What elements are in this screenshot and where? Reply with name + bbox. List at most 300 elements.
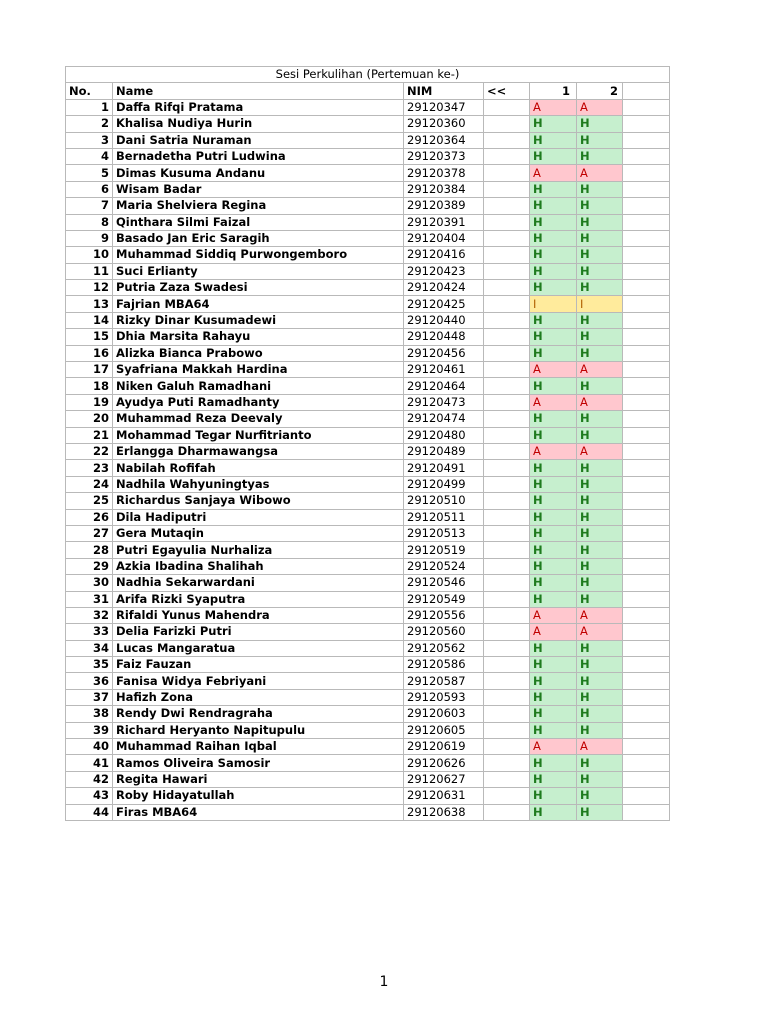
student-name: Nabilah Rofifah (113, 460, 404, 476)
student-name: Dimas Kusuma Andanu (113, 165, 404, 181)
empty-cell (623, 181, 670, 197)
session-1-attendance: H (530, 378, 577, 394)
row-number: 36 (66, 673, 113, 689)
student-name: Khalisa Nudiya Hurin (113, 116, 404, 132)
session-1-attendance: H (530, 722, 577, 738)
prev-cell (484, 804, 530, 820)
table-row (66, 525, 670, 541)
table-row (66, 345, 670, 361)
student-nim: 29120424 (404, 280, 484, 296)
empty-cell (623, 116, 670, 132)
empty-cell (623, 312, 670, 328)
session-2-attendance: H (577, 722, 623, 738)
student-nim: 29120560 (404, 624, 484, 640)
session-1-attendance: H (530, 148, 577, 164)
row-number: 6 (66, 181, 113, 197)
student-name: Qinthara Silmi Faizal (113, 214, 404, 230)
student-name: Nadhia Sekarwardani (113, 575, 404, 591)
empty-cell (623, 411, 670, 427)
empty-cell (623, 198, 670, 214)
session-2-attendance: A (577, 607, 623, 623)
student-nim: 29120448 (404, 329, 484, 345)
empty-cell (623, 378, 670, 394)
row-number: 39 (66, 722, 113, 738)
prev-cell (484, 755, 530, 771)
student-nim: 29120619 (404, 739, 484, 755)
session-1-attendance: H (530, 706, 577, 722)
table-row (66, 558, 670, 574)
prev-cell (484, 345, 530, 361)
row-number: 32 (66, 607, 113, 623)
student-nim: 29120480 (404, 427, 484, 443)
session-1-attendance: H (530, 230, 577, 246)
student-name: Wisam Badar (113, 181, 404, 197)
row-number: 34 (66, 640, 113, 656)
session-1-attendance: H (530, 771, 577, 787)
prev-cell (484, 542, 530, 558)
page-number: 1 (379, 974, 389, 990)
session-2-attendance: H (577, 689, 623, 705)
row-number: 1 (66, 99, 113, 115)
prev-cell (484, 493, 530, 509)
session-2-attendance: H (577, 247, 623, 263)
prev-cell (484, 296, 530, 312)
student-nim: 29120378 (404, 165, 484, 181)
student-nim: 29120546 (404, 575, 484, 591)
header-session-1: 1 (530, 83, 577, 99)
empty-cell (623, 575, 670, 591)
row-number: 40 (66, 739, 113, 755)
empty-cell (623, 542, 670, 558)
session-1-attendance: H (530, 116, 577, 132)
empty-cell (623, 640, 670, 656)
student-name: Roby Hidayatullah (113, 788, 404, 804)
empty-cell (623, 443, 670, 459)
table-row (66, 427, 670, 443)
header-empty (623, 83, 670, 99)
table-row (66, 542, 670, 558)
student-nim: 29120360 (404, 116, 484, 132)
student-name: Richardus Sanjaya Wibowo (113, 493, 404, 509)
student-name: Muhammad Raihan Iqbal (113, 739, 404, 755)
session-2-attendance: A (577, 739, 623, 755)
prev-cell (484, 263, 530, 279)
table-row (66, 493, 670, 509)
prev-cell (484, 673, 530, 689)
prev-cell (484, 558, 530, 574)
prev-cell (484, 132, 530, 148)
session-2-attendance: H (577, 591, 623, 607)
student-name: Fajrian MBA64 (113, 296, 404, 312)
row-number: 22 (66, 443, 113, 459)
student-name: Dila Hadiputri (113, 509, 404, 525)
session-2-attendance: A (577, 624, 623, 640)
student-name: Mohammad Tegar Nurfitrianto (113, 427, 404, 443)
prev-cell (484, 689, 530, 705)
empty-cell (623, 329, 670, 345)
table-row (66, 673, 670, 689)
table-row (66, 362, 670, 378)
session-1-attendance: H (530, 509, 577, 525)
session-1-attendance: H (530, 591, 577, 607)
row-number: 43 (66, 788, 113, 804)
empty-cell (623, 99, 670, 115)
student-nim: 29120513 (404, 525, 484, 541)
prev-cell (484, 443, 530, 459)
session-1-attendance: H (530, 788, 577, 804)
prev-cell (484, 591, 530, 607)
prev-cell (484, 116, 530, 132)
student-name: Delia Farizki Putri (113, 624, 404, 640)
session-2-attendance: H (577, 214, 623, 230)
session-2-attendance: H (577, 230, 623, 246)
table-row (66, 607, 670, 623)
empty-cell (623, 230, 670, 246)
table-row (66, 739, 670, 755)
prev-cell (484, 312, 530, 328)
empty-cell (623, 804, 670, 820)
student-nim: 29120631 (404, 788, 484, 804)
table-row (66, 443, 670, 459)
session-1-attendance: H (530, 329, 577, 345)
session-2-attendance: H (577, 411, 623, 427)
session-2-attendance: H (577, 345, 623, 361)
session-1-attendance: A (530, 394, 577, 410)
session-1-attendance: H (530, 280, 577, 296)
empty-cell (623, 673, 670, 689)
table-row (66, 804, 670, 820)
session-2-attendance: H (577, 148, 623, 164)
student-nim: 29120373 (404, 148, 484, 164)
session-1-attendance: H (530, 476, 577, 492)
student-nim: 29120391 (404, 214, 484, 230)
row-number: 3 (66, 132, 113, 148)
student-name: Putria Zaza Swadesi (113, 280, 404, 296)
student-name: Rifaldi Yunus Mahendra (113, 607, 404, 623)
prev-cell (484, 247, 530, 263)
table-row (66, 230, 670, 246)
session-1-attendance: H (530, 673, 577, 689)
student-nim: 29120347 (404, 99, 484, 115)
student-name: Niken Galuh Ramadhani (113, 378, 404, 394)
prev-cell (484, 624, 530, 640)
student-name: Dhia Marsita Rahayu (113, 329, 404, 345)
header-row (66, 83, 670, 99)
student-nim: 29120423 (404, 263, 484, 279)
session-1-attendance: H (530, 312, 577, 328)
student-name: Azkia Ibadina Shalihah (113, 558, 404, 574)
row-number: 16 (66, 345, 113, 361)
row-number: 44 (66, 804, 113, 820)
student-name: Hafizh Zona (113, 689, 404, 705)
table-row (66, 165, 670, 181)
student-name: Faiz Fauzan (113, 657, 404, 673)
session-1-attendance: H (530, 755, 577, 771)
row-number: 24 (66, 476, 113, 492)
table-row (66, 280, 670, 296)
student-nim: 29120473 (404, 394, 484, 410)
student-name: Firas MBA64 (113, 804, 404, 820)
empty-cell (623, 657, 670, 673)
prev-cell (484, 460, 530, 476)
table-row (66, 509, 670, 525)
empty-cell (623, 722, 670, 738)
session-2-attendance: H (577, 509, 623, 525)
row-number: 28 (66, 542, 113, 558)
prev-cell (484, 329, 530, 345)
row-number: 30 (66, 575, 113, 591)
student-nim: 29120524 (404, 558, 484, 574)
student-nim: 29120389 (404, 198, 484, 214)
table-row (66, 394, 670, 410)
session-2-attendance: H (577, 493, 623, 509)
prev-cell (484, 509, 530, 525)
prev-cell (484, 378, 530, 394)
session-2-attendance: A (577, 443, 623, 459)
empty-cell (623, 263, 670, 279)
session-2-attendance: A (577, 165, 623, 181)
student-nim: 29120440 (404, 312, 484, 328)
prev-cell (484, 788, 530, 804)
header-nim: NIM (404, 83, 484, 99)
table-row (66, 460, 670, 476)
student-nim: 29120562 (404, 640, 484, 656)
prev-cell (484, 165, 530, 181)
prev-cell (484, 394, 530, 410)
table-row (66, 755, 670, 771)
student-nim: 29120464 (404, 378, 484, 394)
empty-cell (623, 591, 670, 607)
empty-cell (623, 394, 670, 410)
empty-cell (623, 148, 670, 164)
table-row (66, 411, 670, 427)
session-title: Sesi Perkulihan (Pertemuan ke-) (66, 67, 670, 83)
session-2-attendance: H (577, 476, 623, 492)
student-name: Arifa Rizki Syaputra (113, 591, 404, 607)
table-row (66, 263, 670, 279)
empty-cell (623, 739, 670, 755)
table-row (66, 722, 670, 738)
table-row (66, 378, 670, 394)
session-1-attendance: H (530, 411, 577, 427)
empty-cell (623, 755, 670, 771)
row-number: 21 (66, 427, 113, 443)
session-2-attendance: H (577, 542, 623, 558)
table-row (66, 296, 670, 312)
student-name: Basado Jan Eric Saragih (113, 230, 404, 246)
empty-cell (623, 296, 670, 312)
session-2-attendance: A (577, 99, 623, 115)
student-name: Muhammad Reza Deevaly (113, 411, 404, 427)
prev-cell (484, 706, 530, 722)
empty-cell (623, 624, 670, 640)
table-row (66, 132, 670, 148)
student-nim: 29120626 (404, 755, 484, 771)
session-1-attendance: H (530, 493, 577, 509)
table-row (66, 181, 670, 197)
session-1-attendance: H (530, 525, 577, 541)
student-nim: 29120384 (404, 181, 484, 197)
prev-cell (484, 657, 530, 673)
session-2-attendance: H (577, 673, 623, 689)
student-name: Rendy Dwi Rendragraha (113, 706, 404, 722)
prev-cell (484, 181, 530, 197)
prev-cell (484, 427, 530, 443)
session-2-attendance: H (577, 312, 623, 328)
table-row (66, 247, 670, 263)
student-nim: 29120519 (404, 542, 484, 558)
empty-cell (623, 132, 670, 148)
session-1-attendance: A (530, 624, 577, 640)
student-nim: 29120627 (404, 771, 484, 787)
session-1-attendance: H (530, 575, 577, 591)
session-2-attendance: H (577, 132, 623, 148)
student-name: Muhammad Siddiq Purwongemboro (113, 247, 404, 263)
session-2-attendance: H (577, 427, 623, 443)
student-name: Alizka Bianca Prabowo (113, 345, 404, 361)
table-row (66, 706, 670, 722)
header-name: Name (113, 83, 404, 99)
student-nim: 29120593 (404, 689, 484, 705)
prev-cell (484, 148, 530, 164)
prev-cell (484, 198, 530, 214)
empty-cell (623, 493, 670, 509)
session-1-attendance: A (530, 99, 577, 115)
table-row (66, 214, 670, 230)
header-no: No. (66, 83, 113, 99)
prev-cell (484, 99, 530, 115)
table-row (66, 329, 670, 345)
session-1-attendance: H (530, 214, 577, 230)
row-number: 7 (66, 198, 113, 214)
session-2-attendance: H (577, 755, 623, 771)
row-number: 5 (66, 165, 113, 181)
empty-cell (623, 788, 670, 804)
table-row (66, 99, 670, 115)
row-number: 14 (66, 312, 113, 328)
row-number: 26 (66, 509, 113, 525)
student-name: Putri Egayulia Nurhaliza (113, 542, 404, 558)
session-2-attendance: A (577, 394, 623, 410)
row-number: 12 (66, 280, 113, 296)
student-name: Ayudya Puti Ramadhanty (113, 394, 404, 410)
session-1-attendance: H (530, 542, 577, 558)
prev-cell (484, 411, 530, 427)
row-number: 31 (66, 591, 113, 607)
prev-cell (484, 575, 530, 591)
prev-cell (484, 214, 530, 230)
session-2-attendance: H (577, 198, 623, 214)
table-row (66, 591, 670, 607)
student-nim: 29120587 (404, 673, 484, 689)
student-nim: 29120549 (404, 591, 484, 607)
empty-cell (623, 476, 670, 492)
student-nim: 29120364 (404, 132, 484, 148)
empty-cell (623, 558, 670, 574)
student-name: Ramos Oliveira Samosir (113, 755, 404, 771)
row-number: 18 (66, 378, 113, 394)
session-2-attendance: H (577, 640, 623, 656)
session-2-attendance: H (577, 460, 623, 476)
row-number: 10 (66, 247, 113, 263)
student-nim: 29120499 (404, 476, 484, 492)
empty-cell (623, 771, 670, 787)
prev-cell (484, 722, 530, 738)
student-name: Lucas Mangaratua (113, 640, 404, 656)
student-nim: 29120605 (404, 722, 484, 738)
table-row (66, 575, 670, 591)
table-row (66, 689, 670, 705)
row-number: 38 (66, 706, 113, 722)
session-1-attendance: A (530, 607, 577, 623)
session-2-attendance: H (577, 263, 623, 279)
prev-cell (484, 476, 530, 492)
session-1-attendance: H (530, 558, 577, 574)
session-2-attendance: H (577, 329, 623, 345)
row-number: 29 (66, 558, 113, 574)
student-name: Daffa Rifqi Pratama (113, 99, 404, 115)
header-prev: << (484, 83, 530, 99)
row-number: 35 (66, 657, 113, 673)
session-title-row (66, 67, 670, 83)
student-nim: 29120474 (404, 411, 484, 427)
session-1-attendance: H (530, 689, 577, 705)
student-name: Bernadetha Putri Ludwina (113, 148, 404, 164)
student-name: Richard Heryanto Napitupulu (113, 722, 404, 738)
row-number: 20 (66, 411, 113, 427)
empty-cell (623, 509, 670, 525)
table-row (66, 198, 670, 214)
row-number: 27 (66, 525, 113, 541)
session-2-attendance: H (577, 558, 623, 574)
session-2-attendance: H (577, 280, 623, 296)
student-name: Erlangga Dharmawangsa (113, 443, 404, 459)
row-number: 8 (66, 214, 113, 230)
session-2-attendance: H (577, 525, 623, 541)
student-name: Gera Mutaqin (113, 525, 404, 541)
prev-cell (484, 607, 530, 623)
session-1-attendance: H (530, 460, 577, 476)
session-1-attendance: I (530, 296, 577, 312)
session-2-attendance: H (577, 771, 623, 787)
session-1-attendance: H (530, 640, 577, 656)
session-2-attendance: H (577, 575, 623, 591)
student-nim: 29120603 (404, 706, 484, 722)
session-1-attendance: H (530, 657, 577, 673)
student-nim: 29120556 (404, 607, 484, 623)
empty-cell (623, 460, 670, 476)
session-2-attendance: I (577, 296, 623, 312)
table-row (66, 640, 670, 656)
student-name: Fanisa Widya Febriyani (113, 673, 404, 689)
student-nim: 29120461 (404, 362, 484, 378)
session-1-attendance: A (530, 165, 577, 181)
row-number: 25 (66, 493, 113, 509)
attendance-table (65, 66, 670, 821)
empty-cell (623, 214, 670, 230)
student-nim: 29120425 (404, 296, 484, 312)
session-1-attendance: A (530, 362, 577, 378)
prev-cell (484, 739, 530, 755)
student-name: Rizky Dinar Kusumadewi (113, 312, 404, 328)
session-1-attendance: H (530, 247, 577, 263)
session-1-attendance: A (530, 443, 577, 459)
student-nim: 29120456 (404, 345, 484, 361)
empty-cell (623, 280, 670, 296)
student-nim: 29120416 (404, 247, 484, 263)
table-row (66, 476, 670, 492)
table-row (66, 312, 670, 328)
